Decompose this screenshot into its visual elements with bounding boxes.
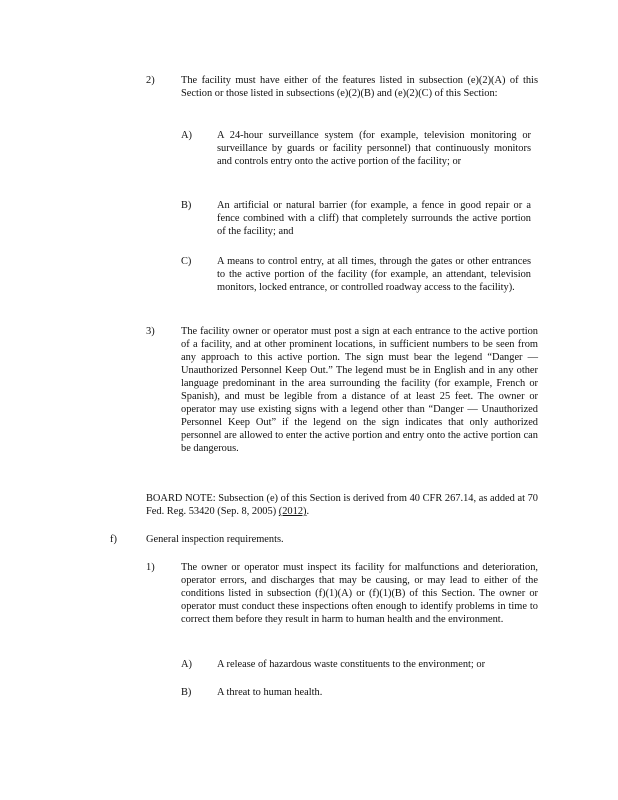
board-note: [146, 492, 538, 518]
item-f1a-text: A release of hazardous waste constituents to the environment; or: [217, 659, 486, 670]
section-f-heading: General inspection requirements.: [146, 534, 284, 545]
board-note-text: BOARD NOTE: Subsection (e) of this Section is derived from 40 CFR 267.14, as added at 70 Fed. Reg. 53420 (Sep. 8, 2005): [146, 493, 538, 517]
item-2a-text: A 24-hour surveillance system (for example, television monitoring or surveillance by guards or facility personnel) that continuously monitors and controls entry onto the active portion of the facility; or: [217, 130, 531, 167]
section-f-label: f): [110, 534, 117, 545]
item-f1b-text: A threat to human health.: [217, 687, 323, 698]
item-2a-label: A): [181, 130, 192, 141]
item-2c-text: A means to control entry, at all times, through the gates or other entrances to the active portion of the facility (for example, an attendant, television monitors, locked entrance, or controlled roadway access to the facility).: [217, 256, 531, 293]
item-f1-text: The owner or operator must inspect its facility for malfunctions and deterioration, operator errors, and discharges that may be causing, or may lead to either of the conditions listed in subsection (f)(1)(A) or (f)(1)(B) of this Section. The owner or operator must conduct these inspections often enough to identify problems in time to correct them before they result in harm to human health and the environment.: [181, 562, 538, 625]
item-2b-label: B): [181, 200, 192, 211]
item-2c-label: C): [181, 256, 192, 267]
item-f1a-label: A): [181, 659, 192, 670]
item-f1b-label: B): [181, 687, 192, 698]
item-3-text: The facility owner or operator must post a sign at each entrance to the active portion of a facility, and at other prominent locations, in sufficient numbers to be seen from any approach to this active portion. The sign must bear the legend “Danger — Unauthorized Personnel Keep Out.” The legend must be in English and in any other language predominant in the area surrounding the facility (for example, French or Spanish), and must be legible from a distance of at least 25 feet. The owner or operator may use existing signs with a legend other than “Danger — Unauthorized Personnel Keep Out” if the legend on the sign indicates that only authorized personnel are allowed to enter the active portion and entry onto the active portion can be dangerous.: [181, 326, 538, 454]
board-note-tail: .: [306, 506, 310, 517]
item-f1-label: 1): [146, 562, 155, 573]
item-2-text: The facility must have either of the features listed in subsection (e)(2)(A) of this Section or those listed in subsections (e)(2)(B) and (e)(2)(C) of this Section:: [181, 75, 538, 99]
board-note-year: (2012): [278, 506, 307, 517]
item-3-label: 3): [146, 326, 155, 337]
item-2b-text: An artificial or natural barrier (for example, a fence in good repair or a fence combined with a cliff) that completely surrounds the active portion of the facility; and: [217, 200, 531, 237]
item-2-label: 2): [146, 75, 155, 86]
